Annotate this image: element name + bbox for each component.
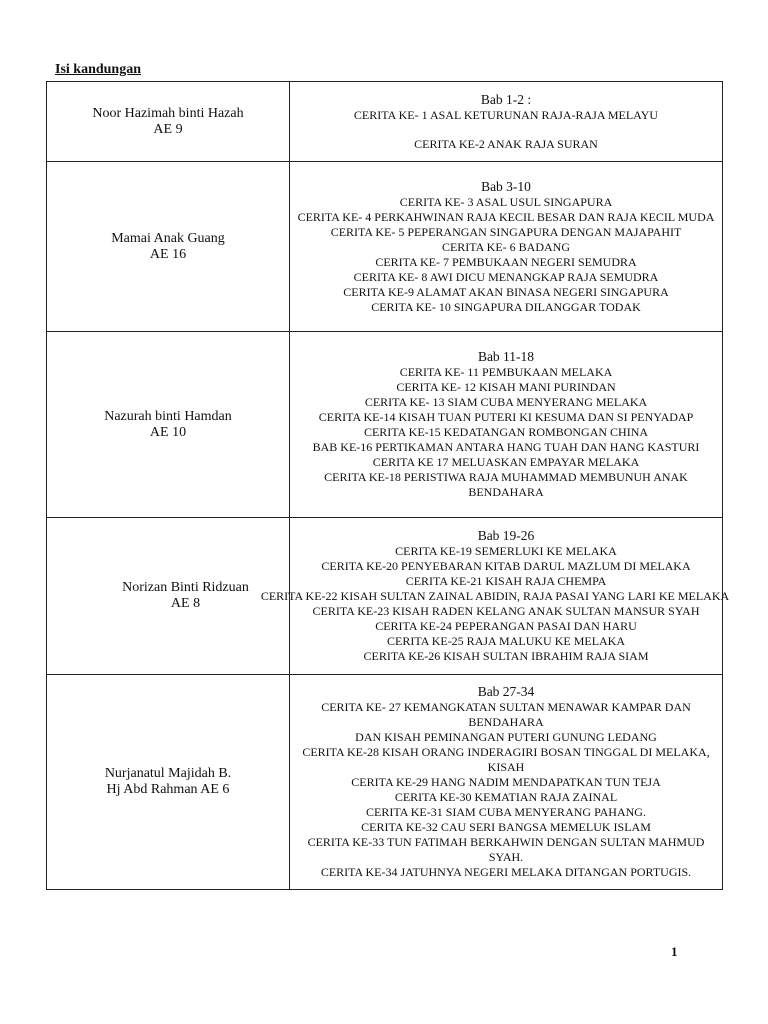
story-item: CERITA KE-24 PEPERANGAN PASAI DAN HARU <box>375 619 637 633</box>
story-item: CERITA KE 17 MELUASKAN EMPAYAR MELAKA <box>372 455 640 469</box>
story-item: CERITA KE-26 KISAH SULTAN IBRAHIM RAJA SIAM <box>363 649 649 663</box>
story-item: CERITA KE-23 KISAH RADEN KELANG ANAK SULTAN MANSUR SYAH <box>312 604 700 618</box>
member-group: AE 8 <box>170 596 201 611</box>
story-item: DAN KISAH PEMINANGAN PUTERI GUNUNG LEDANG <box>355 730 657 744</box>
story-item: CERITA KE- 10 SINGAPURA DILANGGAR TODAK <box>371 299 641 314</box>
story-item: CERITA KE-19 SEMERLUKI KE MELAKA <box>395 544 617 558</box>
chapters-cell <box>290 162 723 332</box>
story-item: CERITA KE- 5 PEPERANGAN SINGAPURA DENGAN MAJAPAHIT <box>330 224 682 239</box>
member-name: Mamai Anak Guang <box>111 230 225 246</box>
story-item: CERITA KE-31 SIAM CUBA MENYERANG PAHANG. <box>366 805 646 819</box>
story-item: CERITA KE-2 ANAK RAJA SURAN <box>414 136 598 151</box>
member-name: Noor Hazimah binti Hazah <box>92 105 244 121</box>
story-item: CERITA KE-29 HANG NADIM MENDAPATKAN TUN TEJA <box>351 775 661 789</box>
member-group: AE 10 <box>149 424 187 440</box>
member-cell <box>47 332 290 518</box>
story-item: CERITA KE-9 ALAMAT AKAN BINASA NEGERI SINGAPURA <box>343 284 669 299</box>
member-cell <box>47 162 290 332</box>
chapters-cell <box>290 332 723 518</box>
story-item: CERITA KE- 7 PEMBUKAAN NEGERI SEMUDRA <box>375 254 637 269</box>
story-item: CERITA KE- 11 PEMBUKAAN MELAKA <box>399 365 613 379</box>
chapters-cell <box>260 518 730 675</box>
bab-range: Bab 19-26 <box>477 528 535 543</box>
member-group: AE 16 <box>149 246 187 262</box>
member-name: Nazurah binti Hamdan <box>104 408 232 424</box>
bab-range: Bab 3-10 <box>481 178 531 194</box>
member-cell <box>47 675 290 890</box>
table-row <box>47 518 723 675</box>
story-item: CERITA KE- 1 ASAL KETURUNAN RAJA-RAJA MELAYU <box>353 107 659 122</box>
story-item: CERITA KE- 27 KEMANGKATAN SULTAN MENAWAR KAMPAR DAN BENDAHARA <box>321 700 691 729</box>
story-item: CERITA KE-33 TUN FATIMAH BERKAHWIN DENGAN SULTAN MAHMUD SYAH. <box>307 835 705 864</box>
story-item: CERITA KE- 13 SIAM CUBA MENYERANG MELAKA <box>364 395 648 409</box>
story-item: CERITA KE-14 KISAH TUAN PUTERI KI KESUMA DAN SI PENYADAP <box>318 410 694 424</box>
story-item: CERITA KE-34 JATUHNYA NEGERI MELAKA DITANGAN PORTUGIS. <box>320 865 692 879</box>
story-item: CERITA KE-30 KEMATIAN RAJA ZAINAL <box>394 790 618 804</box>
member-name: Nurjanatul Majidah B. <box>104 766 232 781</box>
story-item: CERITA KE-32 CAU SERI BANGSA MEMELUK ISLAM <box>361 820 651 834</box>
story-item: CERITA KE-25 RAJA MALUKU KE MELAKA <box>386 634 626 648</box>
member-group: AE 9 <box>153 121 183 137</box>
story-item: CERITA KE-20 PENYEBARAN KITAB DARUL MAZLUM DI MELAKA <box>321 559 691 573</box>
story-item: CERITA KE- 3 ASAL USUL SINGAPURA <box>399 194 613 209</box>
story-item: CERITA KE- 8 AWI DICU MENANGKAP RAJA SEMUDRA <box>353 269 659 284</box>
chapters-cell <box>290 82 723 162</box>
page-number: 1 <box>671 944 678 959</box>
story-item: CERITA KE- 4 PERKAHWINAN RAJA KECIL BESAR DAN RAJA KECIL MUDA <box>297 209 715 224</box>
story-item: BAB KE-16 PERTIKAMAN ANTARA HANG TUAH DAN HANG KASTURI <box>312 440 700 454</box>
story-item: CERITA KE-18 PERISTIWA RAJA MUHAMMAD MEMBUNUH ANAK BENDAHARA <box>324 470 688 499</box>
story-item: CERITA KE-21 KISAH RAJA CHEMPA <box>405 574 607 588</box>
table-row <box>47 332 723 518</box>
table-row <box>47 162 723 332</box>
chapters-cell <box>290 675 723 890</box>
story-item: CERITA KE- 6 BADANG <box>441 239 571 254</box>
bab-range: Bab 27-34 <box>477 684 535 699</box>
member-name: Norizan Binti Ridzuan <box>122 580 249 595</box>
bab-range: Bab 11-18 <box>477 349 535 364</box>
story-item: CERITA KE- 12 KISAH MANI PURINDAN <box>396 380 616 394</box>
member-group: Hj Abd Rahman AE 6 <box>106 782 230 797</box>
member-cell <box>47 518 290 675</box>
document-heading: Isi kandungan <box>55 62 142 77</box>
table-row <box>47 82 723 162</box>
story-item: CERITA KE-28 KISAH ORANG INDERAGIRI BOSAN TINGGAL DI MELAKA, KISAH <box>302 745 710 774</box>
story-item: CERITA KE-22 KISAH SULTAN ZAINAL ABIDIN, RAJA PASAI YANG LARI KE MELAKA <box>260 589 730 603</box>
story-item: CERITA KE-15 KEDATANGAN ROMBONGAN CHINA <box>363 425 649 439</box>
contents-table <box>46 81 730 890</box>
table-row <box>47 675 723 890</box>
member-cell <box>47 82 290 162</box>
bab-range: Bab 1-2 : <box>480 91 532 107</box>
